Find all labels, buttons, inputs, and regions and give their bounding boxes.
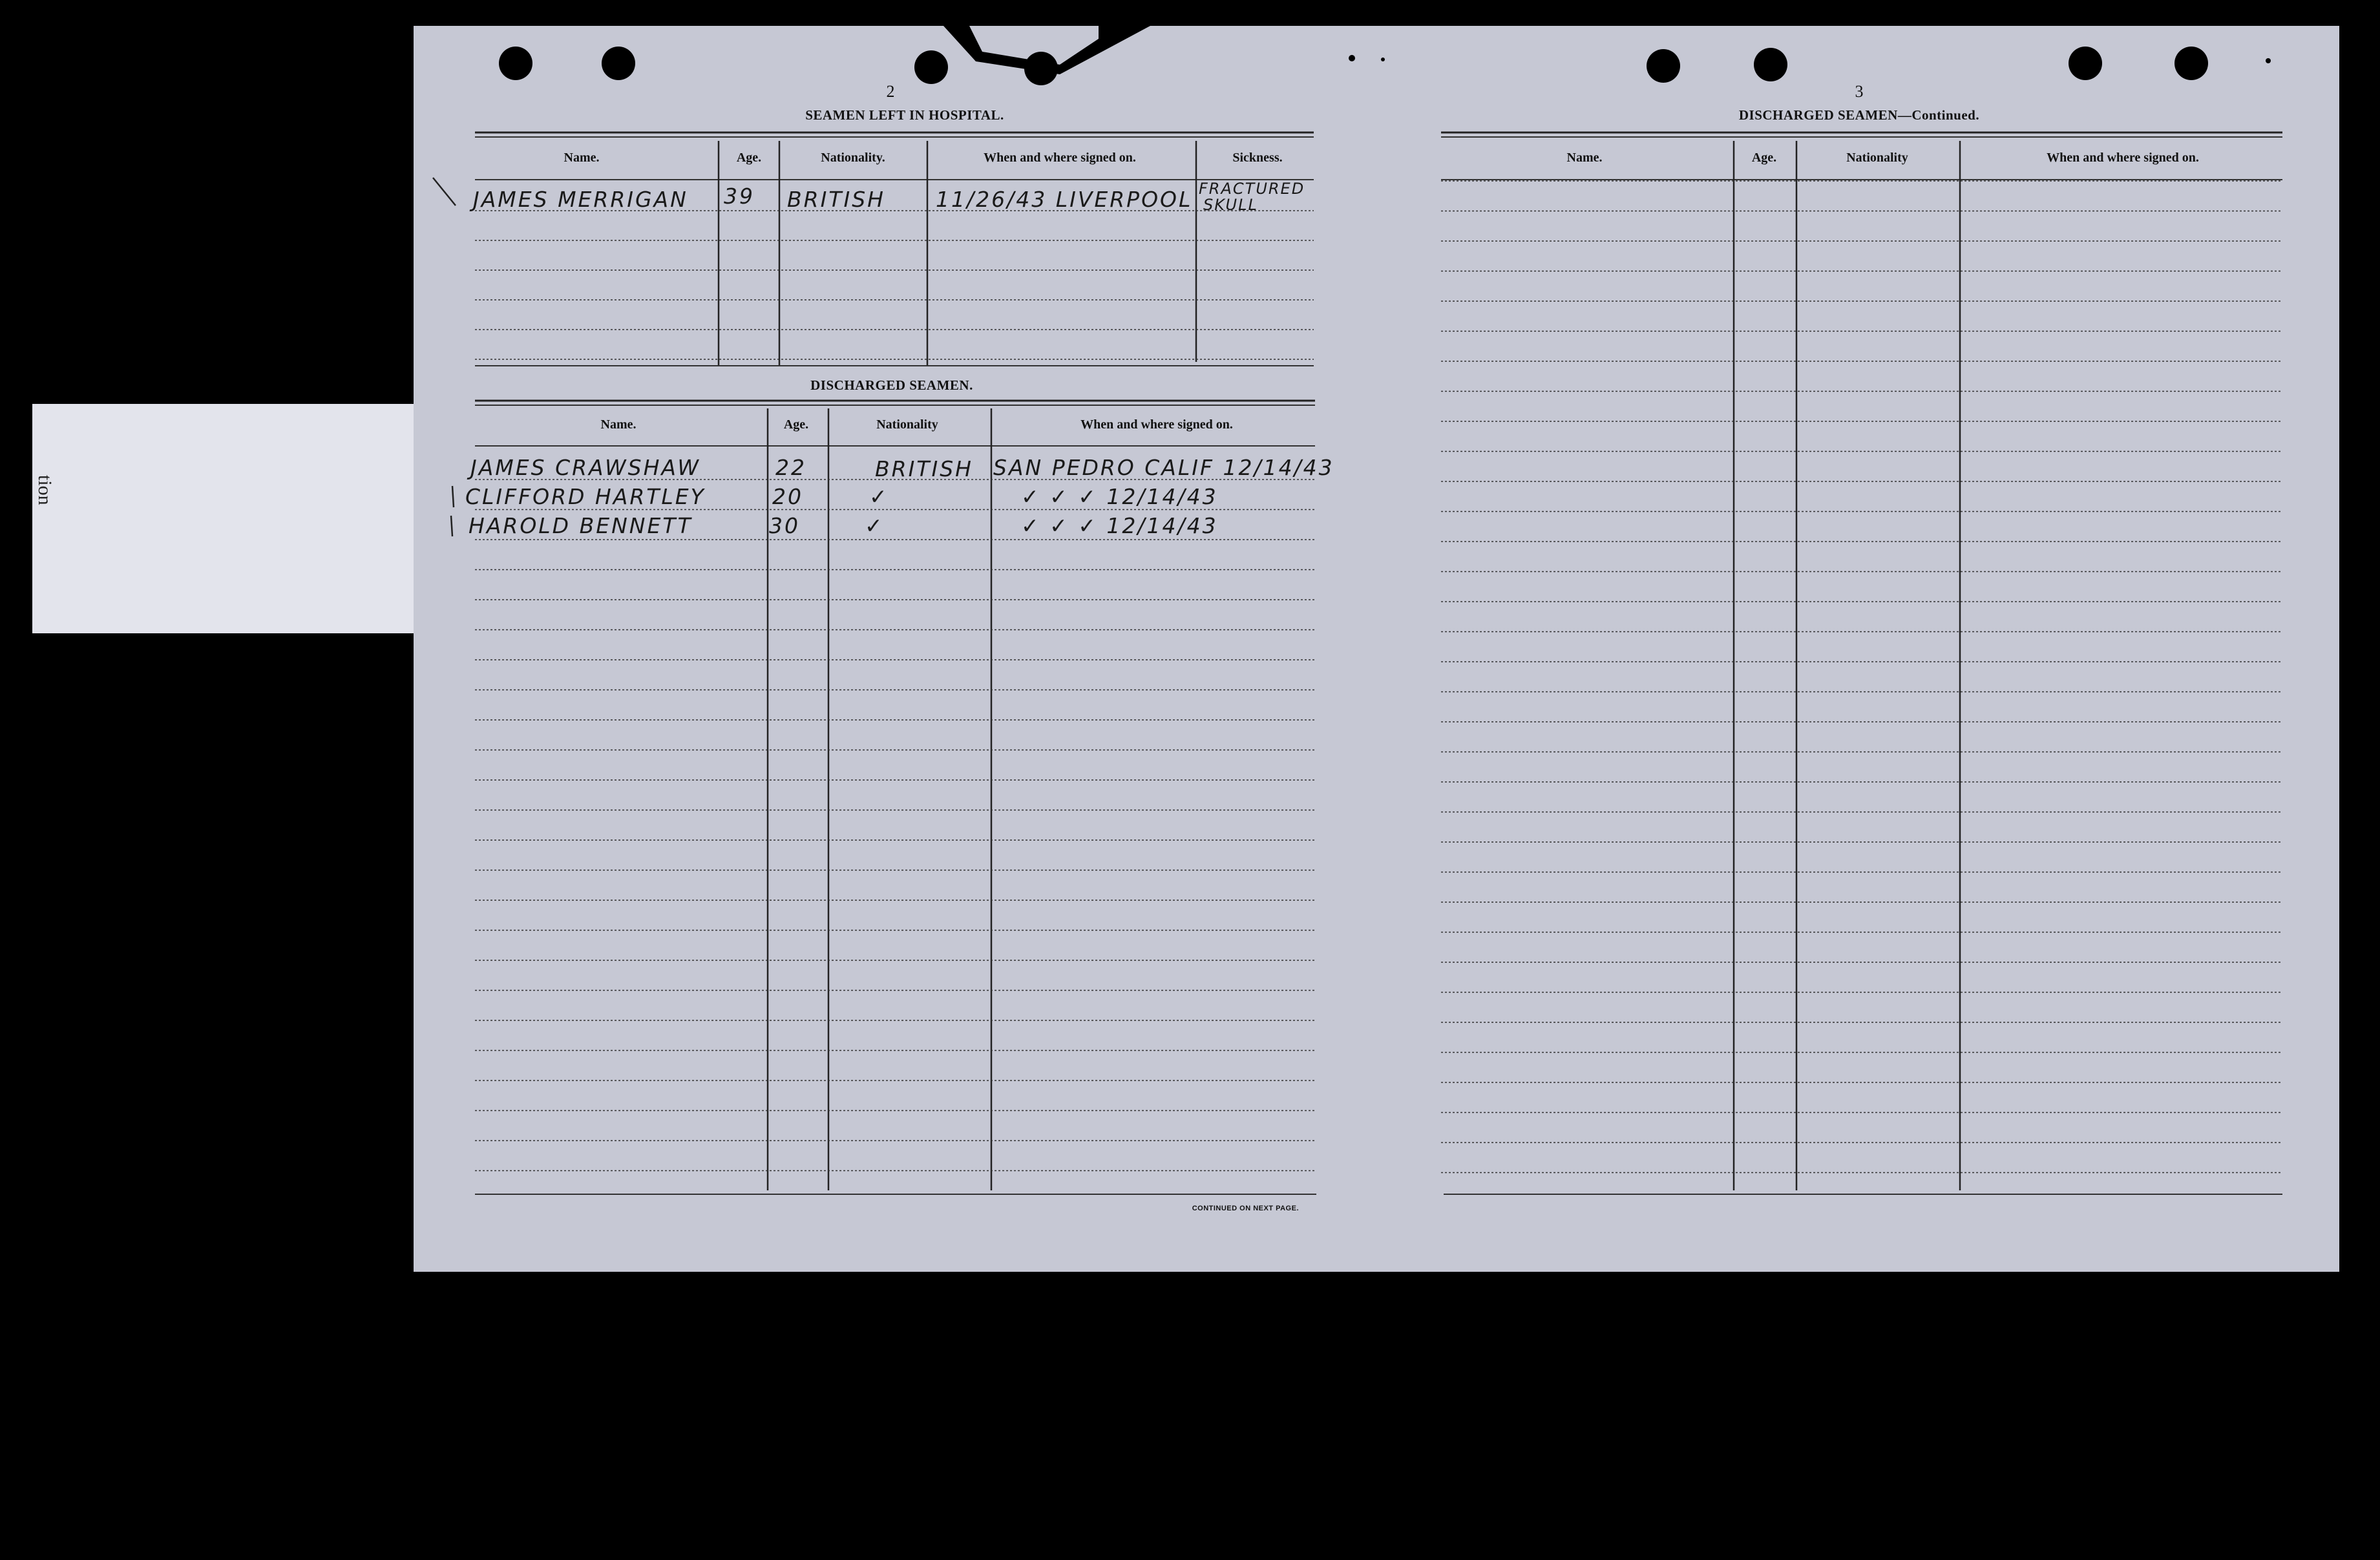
discharged-signed-on: ✓ ✓ ✓ 12/14/43 <box>1021 513 1218 538</box>
discharged-col-signed-on: When and where signed on. <box>1080 417 1233 432</box>
discharged-col-nationality: Nationality <box>876 417 938 432</box>
hospital-col-signed-on: When and where signed on. <box>984 151 1136 165</box>
side-tab-text: tion <box>34 475 56 505</box>
right-col-signed-on: When and where signed on. <box>2047 151 2199 165</box>
discharged-section-title: DISCHARGED SEAMEN. <box>810 377 973 393</box>
hospital-col-nationality: Nationality. <box>821 151 885 165</box>
discharged-nationality: ✓ <box>865 513 885 538</box>
discharged-nationality: BRITISH <box>875 456 973 481</box>
discharged-name: CLIFFORD HARTLEY <box>465 484 706 509</box>
hospital-col-age: Age. <box>736 151 762 165</box>
side-tab <box>32 404 420 633</box>
hospital-section-title: SEAMEN LEFT IN HOSPITAL. <box>805 107 1004 123</box>
discharged-age: 30 <box>769 513 800 538</box>
hospital-sickness-line2: SKULL <box>1203 196 1258 214</box>
discharged-col-age: Age. <box>783 417 809 432</box>
right-page-title: DISCHARGED SEAMEN—Continued. <box>1738 107 1980 123</box>
hospital-col-name: Name. <box>563 151 600 165</box>
right-col-nationality: Nationality <box>1846 151 1908 165</box>
discharged-nationality: ✓ <box>869 484 889 509</box>
left-page-number: 2 <box>886 82 895 101</box>
hospital-sickness-line1: FRACTURED <box>1199 180 1305 198</box>
continued-footer: CONTINUED ON NEXT PAGE. <box>1192 1205 1299 1212</box>
paper-sheet <box>414 26 2339 1272</box>
hospital-age: 39 <box>724 184 755 209</box>
discharged-age: 20 <box>772 484 803 509</box>
right-page-number: 3 <box>1855 82 1864 101</box>
discharged-signed-on: ✓ ✓ ✓ 12/14/43 <box>1021 484 1218 509</box>
hospital-col-sickness: Sickness. <box>1232 151 1283 165</box>
discharged-age: 22 <box>775 455 806 480</box>
discharged-name: HAROLD BENNETT <box>469 513 693 538</box>
hospital-name: JAMES MERRIGAN <box>473 187 688 212</box>
discharged-row <box>467 455 1334 481</box>
hospital-nationality: BRITISH <box>787 187 885 212</box>
hospital-signed-on: 11/26/43 LIVERPOOL <box>936 187 1193 212</box>
discharged-name: JAMES CRAWSHAW <box>470 455 701 480</box>
right-col-name: Name. <box>1566 151 1603 165</box>
discharged-col-name: Name. <box>600 417 637 432</box>
right-col-age: Age. <box>1751 151 1777 165</box>
discharged-signed-on: SAN PEDRO CALIF 12/14/43 <box>993 455 1334 480</box>
